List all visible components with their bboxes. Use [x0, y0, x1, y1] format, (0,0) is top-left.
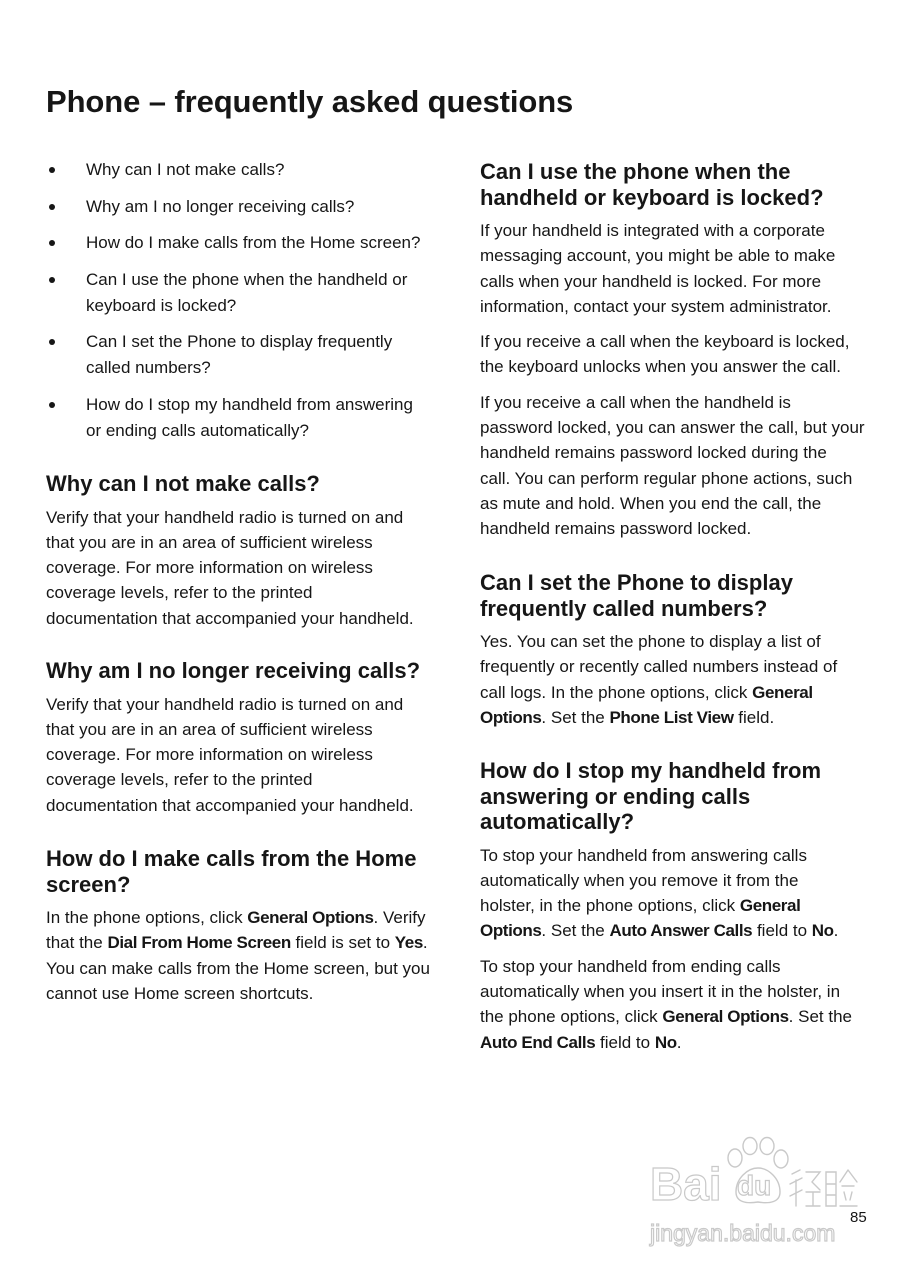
- bullet-icon: [49, 277, 55, 283]
- watermark-cn-glyphs: [786, 1166, 860, 1212]
- watermark-brand-left: Bai: [650, 1158, 722, 1210]
- page-number: 85: [850, 1209, 867, 1226]
- text-run: field to: [752, 921, 812, 941]
- bullet-icon: [49, 339, 55, 345]
- ui-term: No: [811, 921, 834, 941]
- faq-section-cannot-make-calls: [46, 471, 456, 631]
- question-list-item-text: Why can I not make calls?: [86, 160, 285, 179]
- text-run: In the phone options, click: [46, 908, 248, 927]
- text-run: . Set the: [541, 707, 610, 727]
- text-run: field to: [595, 1032, 655, 1052]
- question-list-item: [46, 157, 446, 183]
- question-list-item-text: Why am I no longer receiving calls?: [86, 196, 355, 216]
- watermark-brand-right: du: [737, 1170, 772, 1201]
- text-run: field is set to: [290, 933, 395, 953]
- section-heading: Can I use the phone when the handheld or keyboard is locked?: [480, 159, 824, 210]
- section-paragraph: [46, 505, 456, 631]
- ui-term: General Options: [480, 896, 801, 941]
- text-run: . Verify that the: [46, 908, 426, 953]
- text-run: . Set the: [541, 921, 610, 941]
- text-run: If you receive a call when the handheld is password locked, you can answer the call, but your handheld remains password locked during the call. You can perform regular phone actions, such as mute and hold. When you end the call, the handheld remains password locked.: [480, 392, 865, 539]
- bullet-icon: [49, 167, 55, 173]
- ui-term: No: [654, 1032, 677, 1052]
- ui-term: Dial From Home Screen: [107, 933, 291, 953]
- text-run: Verify that your handheld radio is turned on and that you are in an area of sufficient wireless coverage. For more information on wireless coverage levels, refer to the printed documentation that accompanied your handheld.: [46, 507, 414, 628]
- section-heading: Why am I no longer receiving calls?: [46, 658, 421, 683]
- faq-section-phone-when-locked: [480, 159, 890, 542]
- text-run: If you receive a call when the keyboard is locked, the keyboard unlocks when you answer the call.: [480, 332, 850, 377]
- text-run: To stop your handheld from ending calls automatically when you insert it in the holster, in the phone options, click: [480, 956, 841, 1027]
- faq-section-frequently-called-numbers: [480, 570, 890, 730]
- faq-section-not-receiving-calls: [46, 658, 456, 818]
- question-list: [46, 157, 446, 454]
- text-run: Verify that your handheld radio is turned on and that you are in an area of sufficient wireless coverage. For more information on wireless coverage levels, refer to the printed documentation that accompanied your handheld.: [46, 694, 414, 815]
- question-list-item-text: How do I stop my handheld from answering or ending calls automatically?: [86, 394, 413, 440]
- text-run: To stop your handheld from answering calls automatically when you remove it from the holster, in the phone options, click: [480, 845, 807, 916]
- section-paragraph: [46, 692, 456, 818]
- section-paragraph: [480, 329, 890, 380]
- ui-term: Yes: [394, 933, 423, 953]
- bullet-icon: [49, 204, 55, 210]
- question-list-item: [46, 329, 446, 381]
- bullet-icon: [49, 240, 55, 246]
- question-list-item: [46, 230, 446, 256]
- question-list-item-text: Can I set the Phone to display frequently called numbers?: [86, 332, 393, 377]
- section-paragraph: [46, 905, 456, 1006]
- section-heading: How do I stop my handheld from answering or ending calls automatically?: [480, 758, 821, 834]
- section-heading: Why can I not make calls?: [46, 471, 320, 496]
- section-paragraph: [480, 390, 890, 542]
- section-paragraph: [480, 954, 890, 1055]
- faq-section-automatic-answering: [480, 758, 890, 1055]
- ui-term: Auto End Calls: [480, 1032, 596, 1052]
- ui-term: General Options: [480, 682, 813, 727]
- section-paragraph: [480, 843, 890, 944]
- question-list-item: [46, 392, 446, 444]
- section-paragraph: [480, 218, 890, 319]
- ui-term: Phone List View: [609, 707, 734, 727]
- faq-section-calls-from-home-screen: [46, 846, 456, 1006]
- watermark-url: jingyan.baidu.com: [650, 1220, 836, 1246]
- text-run: .: [833, 921, 839, 941]
- section-heading: Can I set the Phone to display frequently called numbers?: [480, 570, 793, 621]
- ui-term: General Options: [662, 1007, 789, 1027]
- ui-term: General Options: [247, 908, 374, 927]
- page-title: Phone – frequently asked questions: [46, 84, 574, 119]
- text-run: If your handheld is integrated with a corporate messaging account, you might be able to make calls when your handheld is locked. For more information, contact your system administrator.: [480, 221, 836, 316]
- question-list-item: [46, 267, 446, 319]
- section-heading: How do I make calls from the Home screen?: [46, 846, 417, 897]
- ui-term: Auto Answer Calls: [609, 921, 753, 941]
- section-paragraph: [480, 629, 890, 730]
- question-list-item: [46, 194, 446, 220]
- text-run: .: [676, 1032, 682, 1052]
- text-run: . You can make calls from the Home screen, but you cannot use Home screen shortcuts.: [46, 933, 430, 1003]
- question-list-item-text: How do I make calls from the Home screen?: [86, 233, 421, 252]
- question-list-item-text: Can I use the phone when the handheld or keyboard is locked?: [86, 269, 408, 315]
- bullet-icon: [49, 402, 55, 408]
- text-run: field.: [733, 707, 775, 727]
- text-run: . Set the: [788, 1007, 852, 1027]
- text-run: Yes. You can set the phone to display a list of frequently or recently called numbers instead of call logs. In the phone options, click: [480, 632, 838, 702]
